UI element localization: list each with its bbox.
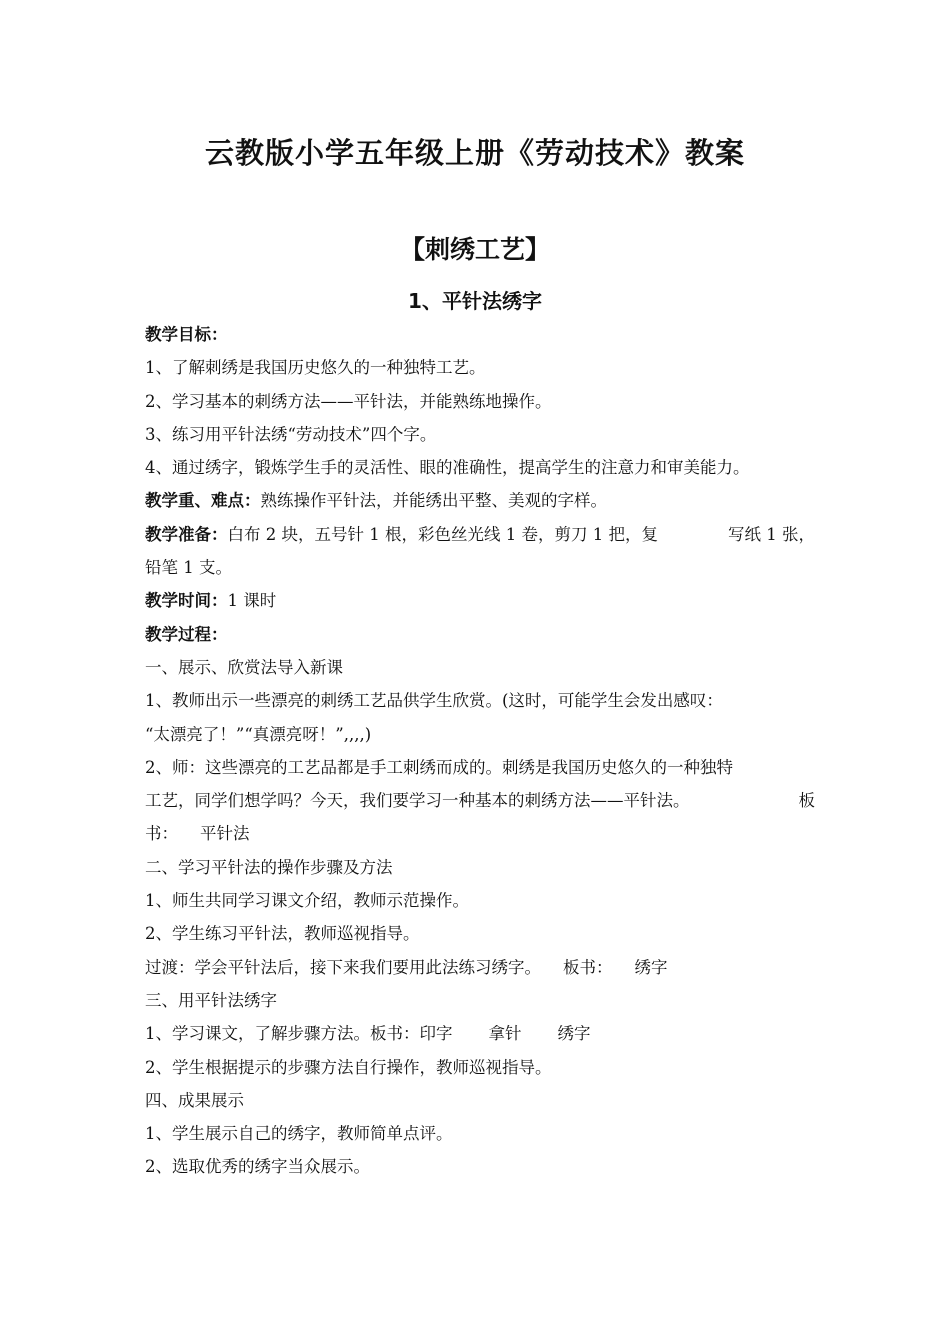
process-item-text: 1、学习课文，了解步骤方法。板书：印字 bbox=[145, 1024, 453, 1044]
objective-item: 4、通过绣字，锻炼学生手的灵活性、眼的准确性，提高学生的注意力和审美能力。 bbox=[145, 458, 750, 478]
process-item: 2、学生练习平针法，教师巡视指导。 bbox=[145, 924, 420, 944]
section-title: 【刺绣工艺】 bbox=[399, 235, 550, 264]
board-label: 板书： bbox=[563, 957, 613, 977]
transition-line bbox=[145, 951, 815, 984]
board-step: 拿针 bbox=[488, 1024, 522, 1044]
part-heading: 三、用平针法绣字 bbox=[145, 990, 277, 1010]
lesson-title: 1、平针法绣字 bbox=[408, 289, 542, 313]
process-item: 2、师：这些漂亮的工艺品都是手工刺绣而成的。刺绣是我国历史悠久的一种独特 bbox=[145, 757, 733, 777]
time-paragraph bbox=[145, 584, 815, 617]
process-item-continued bbox=[145, 784, 815, 817]
key-points-label: 教学重、难点： bbox=[145, 491, 261, 511]
part-heading: 一、展示、欣赏法导入新课 bbox=[145, 657, 343, 677]
board-step: 绣字 bbox=[557, 1024, 591, 1044]
objective-item: 1、了解刺绣是我国历史悠久的一种独特工艺。 bbox=[145, 358, 486, 378]
objectives-label: 教学目标： bbox=[145, 325, 228, 344]
preparation-text-end: 写纸 1 张， bbox=[728, 524, 815, 544]
time-label: 教学时间： bbox=[145, 591, 228, 611]
preparation-continued: 铅笔 1 支。 bbox=[145, 558, 232, 578]
process-heading bbox=[145, 618, 815, 651]
board-text: 平针法 bbox=[200, 824, 250, 844]
document-title: 云教版小学五年级上册《劳动技术》教案 bbox=[204, 136, 745, 170]
process-item-continued: “太漂亮了！”“真漂亮呀！”,,,,) bbox=[145, 724, 372, 744]
process-item: 1、学生展示自己的绣字，教师简单点评。 bbox=[145, 1124, 453, 1144]
process-item-text: 工艺，同学们想学吗？今天，我们要学习一种基本的刺绣方法——平针法。 bbox=[145, 791, 690, 811]
time-text: 1 课时 bbox=[227, 591, 277, 611]
process-item: 2、选取优秀的绣字当众展示。 bbox=[145, 1157, 370, 1177]
key-points-text: 熟练操作平针法，并能绣出平整、美观的字样。 bbox=[260, 491, 607, 511]
process-item: 1、教师出示一些漂亮的刺绣工艺品供学生欣赏。(这时，可能学生会发出感叹： bbox=[145, 691, 723, 711]
document-body bbox=[145, 318, 815, 1184]
process-item bbox=[145, 1017, 815, 1050]
board-label-start: 板 bbox=[798, 791, 815, 811]
board-label-end: 书： bbox=[145, 824, 178, 844]
board-writing bbox=[145, 817, 815, 850]
process-item: 2、学生根据提示的步骤方法自行操作，教师巡视指导。 bbox=[145, 1057, 552, 1077]
preparation-text: 白布 2 块，五号针 1 根，彩色丝光线 1 卷，剪刀 1 把，复 bbox=[227, 524, 658, 544]
preparation-paragraph bbox=[145, 518, 815, 551]
part-heading: 四、成果展示 bbox=[145, 1090, 244, 1110]
objective-item: 2、学习基本的刺绣方法——平针法，并能熟练地操作。 bbox=[145, 391, 552, 411]
key-points-paragraph bbox=[145, 484, 815, 517]
part-heading: 二、学习平针法的操作步骤及方法 bbox=[145, 857, 393, 877]
board-text: 绣字 bbox=[634, 957, 668, 977]
transition-text: 过渡：学会平针法后，接下来我们要用此法练习绣字。 bbox=[145, 957, 541, 977]
objectives-heading bbox=[145, 318, 815, 351]
process-label: 教学过程： bbox=[145, 624, 228, 644]
objective-item: 3、练习用平针法绣“劳动技术”四个字。 bbox=[145, 424, 437, 444]
preparation-label: 教学准备： bbox=[145, 524, 228, 544]
process-item: 1、师生共同学习课文介绍，教师示范操作。 bbox=[145, 891, 469, 911]
